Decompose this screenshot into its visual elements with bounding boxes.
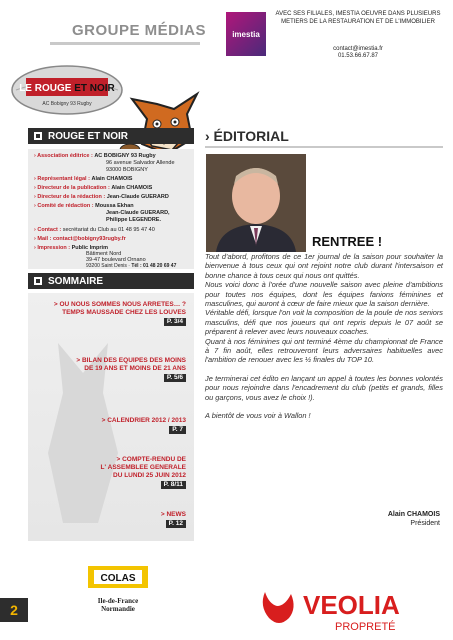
svg-text:COLAS: COLAS	[100, 573, 136, 584]
sommaire-body	[28, 293, 194, 541]
svg-text:VEOLIA: VEOLIA	[303, 590, 400, 620]
sommaire-item-1-page: P. 3/4	[164, 318, 186, 326]
mail-label: › Mail :	[34, 236, 52, 242]
rouge-noir-heading-text: ROUGE ET NOIR	[48, 130, 129, 142]
sommaire-heading-text: SOMMAIRE	[48, 275, 103, 287]
red-value: Jean-Claude GUERARD	[106, 194, 169, 200]
editorial-text	[205, 252, 443, 421]
sommaire-item-4-line3: DU LUNDI 25 JUIN 2012	[113, 472, 186, 479]
section-title: GROUPE MÉDIAS	[72, 22, 207, 39]
sommaire-item-2-line2: DE 19 ANS ET MOINS DE 21 ANS	[84, 365, 186, 372]
sommaire-item-3-page: P. 7	[169, 426, 186, 434]
sommaire-item-1-line2: TEMPS MAUSSADE CHEZ LES LOUVES	[62, 309, 186, 316]
president-photo	[206, 154, 306, 252]
sommaire-item-1[interactable]	[54, 301, 186, 326]
comite-2: Jean-Claude GUERARD,	[106, 210, 170, 216]
impr-addr1: Bâtiment Nord	[86, 251, 122, 257]
pub-label: › Directeur de la publication :	[34, 185, 110, 191]
sommaire-item-4-line2: L' ASSEMBLEE GENERALE	[100, 464, 186, 471]
comite-label: › Comité de rédaction :	[34, 203, 94, 209]
sommaire-item-4-line1: > COMPTE-RENDU DE	[116, 456, 186, 463]
editorial-paragraph-6: A bientôt de vous voir à Wallon !	[205, 411, 311, 421]
page-number: 2	[0, 598, 28, 622]
veolia-logo	[255, 584, 445, 634]
editorial-paragraph-2: Nous voici donc à l'orée d'une nouvelle saison avec pleine d'ambitions pour toutes nos équipes, dont les équipes fanions féminines et masculines, qui auront à cœur de faire mieux que la saison dernière.	[205, 280, 443, 309]
sommaire-item-2-line1: > BILAN DES EQUIPES DES MOINS	[76, 357, 186, 364]
impr-label: › Impression :	[34, 245, 71, 251]
rep-value: Alain CHAMOIS	[91, 176, 133, 182]
editorial-title: RENTREE !	[312, 234, 383, 249]
sommaire-item-1-line1: > OU NOUS SOMMES NOUS ARRETES… ?	[53, 301, 186, 308]
svg-text:PROPRETÉ: PROPRETÉ	[335, 621, 396, 633]
impr-tel: Tél : 01 48 20 69 47	[131, 263, 177, 269]
sommaire-item-5[interactable]	[161, 511, 186, 528]
sommaire-item-3-line1: > CALENDRIER 2012 / 2013	[101, 417, 186, 424]
contact-label: › Contact :	[34, 227, 62, 233]
assoc-name: AC BOBIGNY 93 Rugby	[94, 153, 156, 159]
sommaire-item-4[interactable]	[101, 456, 186, 489]
red-label: › Directeur de la rédaction :	[34, 194, 106, 200]
rugby-ball-logo	[8, 62, 126, 118]
sponsor-text: AVEC SES FILIALES, IMESTIA OEUVRE DANS PLUSIEURS METIERS DE LA RESTAURATION ET DE L'IMMOBILIER	[275, 11, 441, 25]
sommaire-heading	[28, 273, 194, 289]
sommaire-item-3[interactable]	[102, 417, 186, 434]
pub-value: Alain CHAMOIS	[111, 185, 153, 191]
square-icon	[34, 277, 42, 285]
colas-logo	[86, 560, 150, 594]
imestia-logo: imestia	[226, 12, 266, 56]
editorial-underline	[205, 146, 443, 148]
signature-role: Président	[410, 520, 440, 527]
sommaire-item-5-line1: > NEWS	[160, 511, 186, 518]
sommaire-item-2-page: P. 5/6	[164, 374, 186, 382]
editorial-paragraph-5: Je terminerai cet édito en lançant un appel à toutes les bonnes volontés pour nous rejoindre dans l'encadrement du club (petits et grands, filles ou garçons, vous avez le choix !).	[205, 373, 443, 402]
sommaire-item-2[interactable]	[76, 357, 186, 382]
rouge-noir-body: › Association éditrice : AC BOBIGNY 93 Rugby 96 avenue Salvador Allende 93000 BOBIGNY › Représentant légal : Alain CHAMOIS › Directeur de la publication : Alain CHAMOIS › Directeur de la rédaction : Jean-Claude GUERARD › Comité de rédaction : Moussa Ekhan Jean-Claude GUERARD, Philippe LEGENDRE. › Contact : secrétariat du Club au 01 48 95 47 40 › Mail : contact@bobigny93rugby.fr › Impression : Public Imprim Bâtiment Nord 39-47 boulevard Ornano 93200 Saint Denis · Tél : 01 48 20 69 47	[28, 149, 194, 269]
colas-sub-2: Normandie	[101, 605, 135, 613]
colas-sub-1: Ile-de-France	[97, 597, 139, 605]
impr-addr3: 93200 Saint Denis	[86, 263, 127, 269]
comite-3: Philippe LEGENDRE.	[106, 217, 162, 223]
mail-link[interactable]: contact@bobigny93rugby.fr	[52, 236, 126, 242]
assoc-label: › Association éditrice :	[34, 153, 93, 159]
signature-name: Alain CHAMOIS	[387, 511, 440, 518]
assoc-addr1: 96 avenue Salvador Allende	[106, 160, 175, 166]
colas-region	[78, 597, 158, 613]
signature	[330, 510, 440, 528]
editorial-paragraph-3: Véritable défi, lorsque l'on voit la composition de la poule de nos seniors masculins, défi que nos joueurs qui ont repris depuis le 07 août se préparent à relever avec leurs nouveaux coaches.	[205, 308, 443, 337]
logo-tagline: AC Bobigny 93 Rugby	[42, 101, 92, 107]
editorial-heading: › ÉDITORIAL	[205, 128, 289, 144]
sommaire-item-5-page: P. 12	[166, 520, 186, 528]
editorial-paragraph-4: Quant à nos féminines qui ont terminé 4ème du championnat de France à 7 fin août, elles retrouveront leurs adversaires habituelles avec l'ambition de renouer avec les ½ finales du TOP 10.	[205, 336, 443, 365]
impr-addr2: 39-47 boulevard Ornano	[86, 257, 146, 263]
square-icon	[34, 132, 42, 140]
sommaire-item-4-page: P. 8/11	[161, 481, 186, 489]
comite-1: Moussa Ekhan	[95, 203, 134, 209]
assoc-addr2: 93000 BOBIGNY	[106, 167, 148, 173]
sponsor-contact	[270, 46, 446, 60]
editorial-paragraph-1: Tout d'abord, profitons de ce 1er journal de la saison pour souhaiter la bienvenue à tous ceux qui ont rejoint notre club durant l'intersaison et bonne chance à tous ceux qui nous ont quittés.	[205, 252, 443, 280]
logo-line1: LE ROUGE	[19, 83, 72, 94]
sponsor-phone: 01.53.66.67.87	[337, 53, 379, 59]
rouge-noir-heading	[28, 128, 194, 144]
svg-text:LE ROUGE ET NOIR	[19, 83, 115, 94]
sponsor-email[interactable]: contact@imestia.fr	[333, 46, 383, 52]
logo-line2: ET NOIR	[74, 83, 115, 94]
title-underline	[50, 42, 200, 45]
rep-label: › Représentant légal :	[34, 176, 90, 182]
contact-value: secrétariat du Club au 01 48 95 47 40	[62, 227, 155, 233]
impr-name: Public Imprim	[71, 245, 108, 251]
